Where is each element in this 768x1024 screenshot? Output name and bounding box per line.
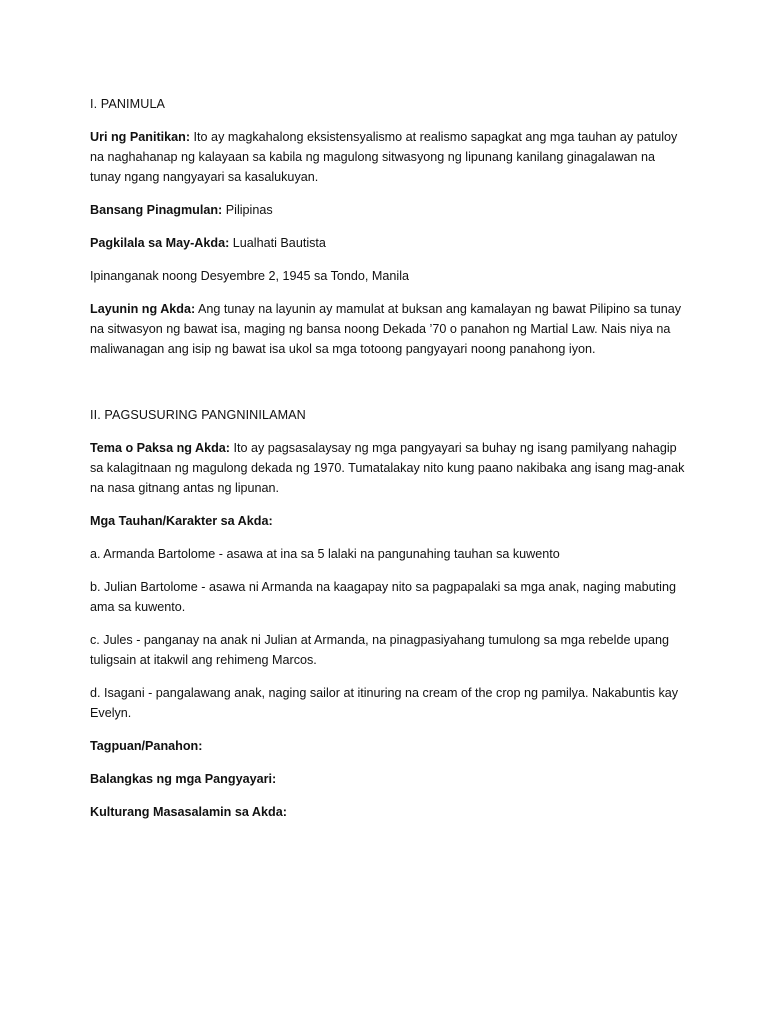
paragraph-uri-ng-panitikan bbox=[90, 127, 688, 187]
list-item-tauhan-a: a. Armanda Bartolome - asawa at ina sa 5 lalaki na pangunahing tauhan sa kuwento bbox=[90, 547, 560, 561]
paragraph-kultura-label bbox=[90, 802, 688, 822]
section-heading-panimula: I. PANIMULA bbox=[90, 97, 166, 111]
text-may-akda: Lualhati Bautista bbox=[229, 236, 326, 250]
list-item-tauhan-b: b. Julian Bartolome - asawa ni Armanda na kaagapay nito sa pagpapalaki sa mga anak, naging mabuting ama sa kuwento. bbox=[90, 580, 676, 614]
paragraph-bansang-pinagmulan bbox=[90, 200, 688, 220]
paragraph-balangkas-label bbox=[90, 769, 688, 789]
label-kultura: Kulturang Masasalamin sa Akda: bbox=[90, 805, 287, 819]
text-tema-o-paksa: Ito ay pagsasalaysay ng mga pangyayari sa buhay ng isang pamilyang nahagip sa kalagitnaan ng magulong dekada ng 1970. Tumatalakay nito kung paano nakibaka ang isang mag-anak na nasa gitnang antas ng lipunan. bbox=[90, 441, 685, 495]
label-mga-tauhan: Mga Tauhan/Karakter sa Akda: bbox=[90, 514, 273, 528]
section-spacer bbox=[90, 372, 688, 405]
document-page bbox=[90, 94, 688, 835]
label-bansang-pinagmulan: Bansang Pinagmulan: bbox=[90, 203, 223, 217]
paragraph-layunin-ng-akda bbox=[90, 299, 688, 359]
paragraph-kapanganakan: Ipinanganak noong Desyembre 2, 1945 sa Tondo, Manila bbox=[90, 269, 410, 283]
text-layunin-ng-akda: Ang tunay na layunin ay mamulat at buksan ang kamalayan ng bawat Pilipino sa tunay na sitwasyon ng bawat isa, maging ng bansa noong Dekada ’70 o panahon ng Martial Law. Nais niya na maliwanagan ang isip ng bawat isa ukol sa mga totoong pangyayari noong panahong iyon. bbox=[90, 302, 682, 356]
paragraph-tagpuan-label bbox=[90, 736, 688, 756]
paragraph-tema-o-paksa bbox=[90, 438, 688, 498]
label-uri-ng-panitikan: Uri ng Panitikan: bbox=[90, 130, 191, 144]
section-heading-pagsusuring-pangnilalaman: II. PAGSUSURING PANGNINILAMAN bbox=[90, 408, 306, 422]
label-tagpuan: Tagpuan/Panahon: bbox=[90, 739, 203, 753]
list-item-tauhan-c: c. Jules - panganay na anak ni Julian at Armanda, na pinagpasiyahang tumulong sa mga rebelde upang tuligsain at itakwil ang rehimeng Marcos. bbox=[90, 633, 670, 667]
label-tema-o-paksa: Tema o Paksa ng Akda: bbox=[90, 441, 230, 455]
label-may-akda: Pagkilala sa May-Akda: bbox=[90, 236, 230, 250]
text-bansang-pinagmulan: Pilipinas bbox=[222, 203, 273, 217]
list-item-tauhan-d: d. Isagani - pangalawang anak, naging sailor at itinuring na cream of the crop ng pamilya. Nakabuntis kay Evelyn. bbox=[90, 686, 679, 720]
label-balangkas: Balangkas ng mga Pangyayari: bbox=[90, 772, 277, 786]
paragraph-may-akda bbox=[90, 233, 688, 253]
paragraph-mga-tauhan-label bbox=[90, 511, 688, 531]
label-layunin-ng-akda: Layunin ng Akda: bbox=[90, 302, 196, 316]
text-uri-ng-panitikan: Ito ay magkahalong eksistensyalismo at realismo sapagkat ang mga tauhan ay patuloy na naghahanap ng kalayaan sa kabila ng magulong sitwasyong ng lipunang kanilang ginagalawan na tunay ngang nangyayari sa kasalukuyan. bbox=[90, 130, 678, 184]
